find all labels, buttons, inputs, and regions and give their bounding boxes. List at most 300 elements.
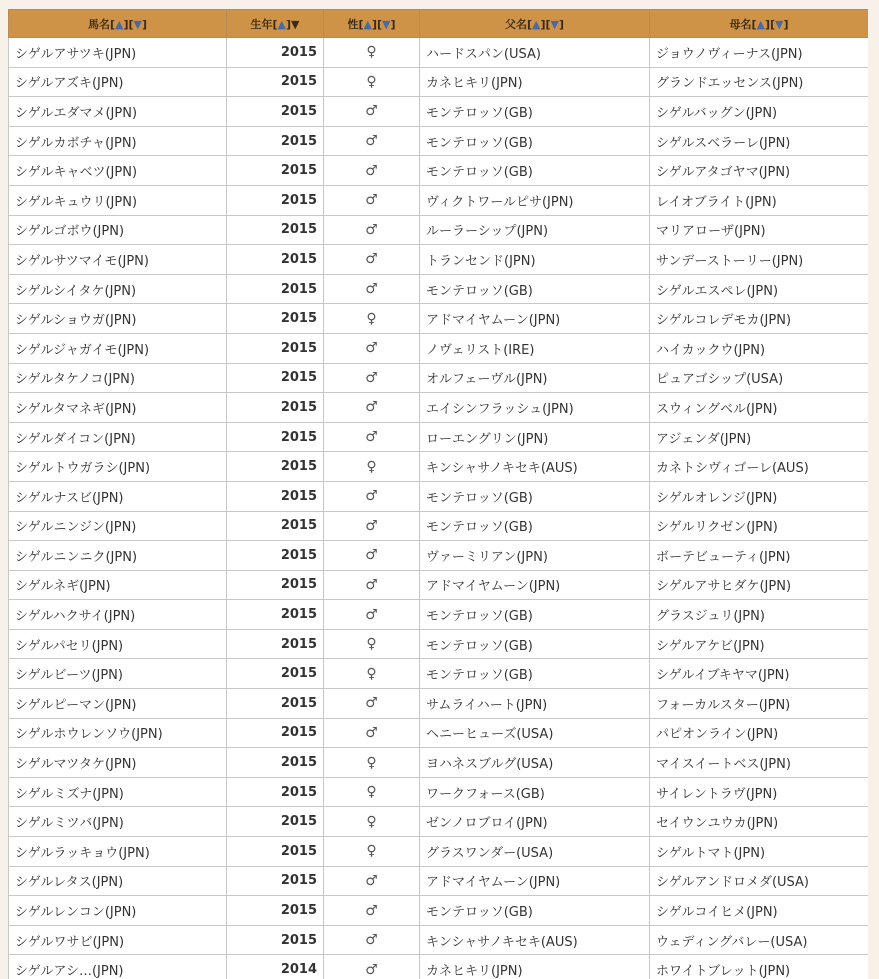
sire-name-cell [420, 837, 650, 867]
sire-name-link[interactable]: モンテロッソ(GB) [426, 490, 533, 506]
horse-name-link[interactable]: シゲルアシ…(JPN) [15, 964, 124, 979]
dam-name-link[interactable]: シゲルリクゼン(JPN) [656, 520, 778, 536]
horse-name-cell [9, 629, 227, 659]
table-row [9, 541, 869, 571]
horse-name-link[interactable]: シゲルカボチャ(JPN) [15, 135, 137, 151]
dam-name-link[interactable]: グラスジュリ(JPN) [656, 609, 765, 625]
sex-symbol-cell: ♂ [324, 866, 420, 896]
horse-name-cell [9, 896, 227, 926]
table-row [9, 481, 869, 511]
table-row [9, 659, 869, 689]
sire-name-cell [420, 393, 650, 423]
sex-symbol-cell: ♀ [324, 807, 420, 837]
sire-name-link[interactable]: ヘニーヒューズ(USA) [426, 727, 554, 743]
sex-symbol-cell: ♂ [324, 718, 420, 748]
table-row [9, 422, 869, 452]
sex-symbol-cell: ♂ [324, 570, 420, 600]
horse-name-link[interactable]: シゲルレタス(JPN) [15, 875, 124, 891]
horse-name-cell [9, 304, 227, 334]
table-row [9, 304, 869, 334]
table-row [9, 925, 869, 955]
dam-name-link[interactable]: サンデーストーリー(JPN) [656, 253, 804, 269]
sire-name-cell [420, 629, 650, 659]
dam-name-cell [650, 245, 869, 275]
horse-name-link[interactable]: シゲルタケノコ(JPN) [15, 372, 135, 388]
dam-name-cell [650, 97, 869, 127]
birth-year-cell: 2015 [227, 274, 324, 304]
sex-symbol-cell: ♀ [324, 748, 420, 778]
horse-name-link[interactable]: シゲルサツマイモ(JPN) [15, 253, 149, 269]
horse-name-link[interactable]: シゲルミズナ(JPN) [15, 786, 124, 802]
dam-name-cell [650, 837, 869, 867]
birth-year-cell: 2015 [227, 925, 324, 955]
horse-name-link[interactable]: シゲルエダマメ(JPN) [15, 105, 138, 121]
sex-symbol-cell: ♀ [324, 67, 420, 97]
table-row [9, 570, 869, 600]
horse-name-link[interactable]: シゲルタマネギ(JPN) [15, 401, 137, 417]
horse-name-cell [9, 245, 227, 275]
sex-symbol-cell: ♂ [324, 215, 420, 245]
sire-name-link[interactable]: トランセンド(JPN) [426, 253, 536, 269]
table-header-row [9, 10, 869, 38]
sire-name-link[interactable]: エイシンフラッシュ(JPN) [426, 401, 574, 417]
dam-name-cell [650, 422, 869, 452]
sex-symbol-cell: ♂ [324, 393, 420, 423]
dam-name-cell [650, 570, 869, 600]
dam-name-link[interactable]: スウィングベル(JPN) [656, 401, 778, 417]
dam-name-link[interactable]: マリアローザ(JPN) [656, 224, 766, 240]
dam-name-cell [650, 777, 869, 807]
dam-name-link[interactable]: シゲルアサヒダケ(JPN) [656, 579, 792, 595]
sire-name-cell [420, 481, 650, 511]
birth-year-cell: 2015 [227, 452, 324, 482]
sire-name-cell [420, 185, 650, 215]
sire-name-cell [420, 156, 650, 186]
dam-name-link[interactable]: サイレントラヴ(JPN) [656, 786, 778, 802]
birth-year-cell: 2015 [227, 600, 324, 630]
horse-name-link[interactable]: シゲルゴボウ(JPN) [15, 224, 125, 240]
sire-name-link[interactable]: ヴィクトワールピサ(JPN) [426, 194, 574, 210]
birth-year-cell: 2015 [227, 422, 324, 452]
dam-name-cell [650, 511, 869, 541]
sire-name-cell [420, 925, 650, 955]
sire-name-cell [420, 896, 650, 926]
table-row [9, 452, 869, 482]
dam-name-cell [650, 541, 869, 571]
table-row [9, 156, 869, 186]
sire-name-link[interactable]: ヴァーミリアン(JPN) [426, 549, 548, 565]
birth-year-cell: 2015 [227, 185, 324, 215]
sire-name-link[interactable]: アドマイヤムーン(JPN) [426, 875, 561, 891]
sire-name-cell [420, 807, 650, 837]
horse-name-link[interactable]: シゲルジャガイモ(JPN) [15, 342, 150, 358]
header-sex-label: 性 [347, 17, 359, 31]
birth-year-cell: 2015 [227, 689, 324, 719]
sire-name-cell [420, 67, 650, 97]
dam-name-link[interactable]: ホワイトブレット(JPN) [656, 964, 791, 979]
horse-name-link[interactable]: シゲルピーマン(JPN) [15, 697, 137, 713]
dam-name-link[interactable]: ピュアゴシップ(USA) [656, 372, 784, 388]
horse-name-link[interactable]: シゲルナスビ(JPN) [15, 490, 124, 506]
sire-name-link[interactable]: モンテロッソ(GB) [426, 165, 533, 181]
dam-name-link[interactable]: シゲルエスペレ(JPN) [656, 283, 779, 299]
horse-name-cell [9, 156, 227, 186]
sire-name-cell [420, 215, 650, 245]
table-row [9, 126, 869, 156]
birth-year-cell: 2015 [227, 363, 324, 393]
horse-name-link[interactable]: シゲルハクサイ(JPN) [15, 609, 136, 625]
horse-name-link[interactable]: シゲルパセリ(JPN) [15, 638, 124, 654]
horse-name-cell [9, 333, 227, 363]
sire-name-cell [420, 659, 650, 689]
sire-name-cell [420, 245, 650, 275]
horse-name-cell [9, 185, 227, 215]
horse-name-link[interactable]: シゲルネギ(JPN) [15, 579, 111, 595]
sire-name-link[interactable]: モンテロッソ(GB) [426, 283, 533, 299]
sex-symbol-cell: ♀ [324, 629, 420, 659]
horse-name-link[interactable]: シゲルレンコン(JPN) [15, 905, 137, 921]
header-name-label: 馬名 [87, 17, 110, 31]
sort-sire-desc-link[interactable]: ▼ [550, 17, 559, 31]
horse-name-link[interactable]: シゲルワサビ(JPN) [15, 934, 125, 950]
horse-name-link[interactable]: シゲルニンニク(JPN) [15, 549, 138, 565]
dam-name-link[interactable]: ジョウノヴィーナス(JPN) [656, 46, 803, 62]
horse-name-cell [9, 393, 227, 423]
table-row [9, 185, 869, 215]
horse-name-cell [9, 866, 227, 896]
horse-name-link[interactable]: シゲルニンジン(JPN) [15, 520, 137, 536]
dam-name-link[interactable]: アジェンダ(JPN) [656, 431, 752, 447]
sire-name-cell [420, 866, 650, 896]
horse-name-link[interactable]: シゲルキャベツ(JPN) [15, 165, 138, 181]
dam-name-cell [650, 452, 869, 482]
dam-name-link[interactable]: シゲルアタゴヤマ(JPN) [656, 165, 791, 181]
dam-name-link[interactable]: シゲルコレデモカ(JPN) [656, 313, 792, 329]
birth-year-cell: 2015 [227, 748, 324, 778]
sex-symbol-cell: ♂ [324, 97, 420, 127]
header-dam-label: 母名 [729, 17, 752, 31]
dam-name-link[interactable]: レイオブライト(JPN) [656, 194, 777, 210]
sire-name-cell [420, 955, 650, 979]
birth-year-cell: 2015 [227, 511, 324, 541]
sire-name-link[interactable]: モンテロッソ(GB) [426, 520, 533, 536]
horse-name-cell [9, 215, 227, 245]
table-row [9, 67, 869, 97]
table-row [9, 629, 869, 659]
dam-name-cell [650, 67, 869, 97]
header-sire: 父名[▲][▼] [420, 10, 650, 38]
sex-symbol-cell: ♀ [324, 777, 420, 807]
horse-name-link[interactable]: シゲルラッキョウ(JPN) [15, 845, 150, 861]
table-row [9, 393, 869, 423]
birth-year-cell: 2015 [227, 541, 324, 571]
dam-name-link[interactable]: フォーカルスター(JPN) [656, 697, 791, 713]
dam-name-link[interactable]: シゲルトマト(JPN) [656, 845, 766, 861]
birth-year-cell: 2015 [227, 777, 324, 807]
sex-symbol-cell: ♂ [324, 333, 420, 363]
sire-name-link[interactable]: モンテロッソ(GB) [426, 638, 533, 654]
sire-name-link[interactable]: ハードスパン(USA) [426, 46, 541, 62]
sex-symbol-cell: ♂ [324, 600, 420, 630]
sort-sex-desc-link[interactable]: ▼ [382, 17, 391, 31]
sort-year-asc-link[interactable]: ▲ [277, 17, 286, 31]
sort-name-desc-link[interactable]: ▼ [133, 17, 142, 31]
sex-symbol-cell: ♂ [324, 925, 420, 955]
birth-year-cell: 2015 [227, 215, 324, 245]
sire-name-link[interactable]: ワークフォース(GB) [426, 786, 545, 802]
horse-name-link[interactable]: シゲルビーツ(JPN) [15, 668, 123, 684]
dam-name-cell [650, 185, 869, 215]
birth-year-cell: 2015 [227, 570, 324, 600]
dam-name-link[interactable]: シゲルアンドロメダ(USA) [656, 875, 810, 891]
dam-name-link[interactable]: ハイカックウ(JPN) [656, 342, 766, 358]
horse-name-cell [9, 748, 227, 778]
sire-name-link[interactable]: カネヒキリ(JPN) [426, 964, 523, 979]
dam-name-cell [650, 38, 869, 68]
dam-name-link[interactable]: シゲルイブキヤマ(JPN) [656, 668, 790, 684]
dam-name-link[interactable]: シゲルコイヒメ(JPN) [656, 905, 778, 921]
sire-name-cell [420, 689, 650, 719]
horse-name-cell [9, 807, 227, 837]
header-year-label: 生年 [250, 17, 273, 31]
dam-name-cell [650, 866, 869, 896]
sex-symbol-cell: ♂ [324, 274, 420, 304]
horse-name-cell [9, 689, 227, 719]
sire-name-link[interactable]: ノヴェリスト(IRE) [426, 342, 535, 358]
horse-name-cell [9, 452, 227, 482]
table-row [9, 333, 869, 363]
birth-year-cell: 2015 [227, 333, 324, 363]
header-dam: 母名[▲][▼] [650, 10, 869, 38]
horse-table-container [8, 9, 868, 979]
table-row [9, 245, 869, 275]
birth-year-cell: 2015 [227, 126, 324, 156]
dam-name-cell [650, 629, 869, 659]
sire-name-link[interactable]: アドマイヤムーン(JPN) [426, 579, 561, 595]
sex-symbol-cell: ♀ [324, 304, 420, 334]
table-row [9, 97, 869, 127]
sort-name-asc-link[interactable]: ▲ [115, 17, 124, 31]
sex-symbol-cell: ♂ [324, 481, 420, 511]
sire-name-cell [420, 570, 650, 600]
sort-dam-asc-link[interactable]: ▲ [756, 17, 765, 31]
horse-name-link[interactable]: シゲルアズキ(JPN) [15, 76, 124, 92]
dam-name-link[interactable]: セイウンユウカ(JPN) [656, 816, 779, 832]
table-row [9, 511, 869, 541]
dam-name-cell [650, 333, 869, 363]
birth-year-cell: 2015 [227, 837, 324, 867]
sort-sex-asc-link[interactable]: ▲ [363, 17, 372, 31]
sex-symbol-cell: ♂ [324, 126, 420, 156]
sort-year-desc-indicator: ▼ [291, 17, 300, 31]
sire-name-cell [420, 452, 650, 482]
birth-year-cell: 2015 [227, 896, 324, 926]
sire-name-link[interactable]: モンテロッソ(GB) [426, 135, 533, 151]
table-row [9, 38, 869, 68]
horse-name-cell [9, 481, 227, 511]
sire-name-link[interactable]: カネヒキリ(JPN) [426, 76, 523, 92]
table-row [9, 274, 869, 304]
horse-name-link[interactable]: シゲルショウガ(JPN) [15, 313, 137, 329]
table-row [9, 748, 869, 778]
birth-year-cell: 2015 [227, 245, 324, 275]
horse-name-link[interactable]: シゲルキュウリ(JPN) [15, 194, 138, 210]
table-row [9, 215, 869, 245]
horse-name-cell [9, 718, 227, 748]
dam-name-link[interactable]: シゲルアケビ(JPN) [656, 638, 765, 654]
birth-year-cell: 2015 [227, 304, 324, 334]
horse-name-link[interactable]: シゲルシイタケ(JPN) [15, 283, 137, 299]
table-row [9, 777, 869, 807]
dam-name-cell [650, 363, 869, 393]
sex-symbol-cell: ♂ [324, 511, 420, 541]
dam-name-link[interactable]: マイスイートベス(JPN) [656, 757, 791, 773]
dam-name-cell [650, 896, 869, 926]
birth-year-cell: 2015 [227, 629, 324, 659]
header-sire-label: 父名 [504, 17, 527, 31]
sire-name-cell [420, 748, 650, 778]
sire-name-link[interactable]: アドマイヤムーン(JPN) [426, 313, 561, 329]
sire-name-cell [420, 304, 650, 334]
sire-name-link[interactable]: サムライハート(JPN) [426, 697, 548, 713]
horse-name-link[interactable]: シゲルミツバ(JPN) [15, 816, 124, 832]
sire-name-link[interactable]: ゼンノロブロイ(JPN) [426, 816, 548, 832]
horse-name-link[interactable]: シゲルマツタケ(JPN) [15, 757, 137, 773]
sex-symbol-cell: ♂ [324, 541, 420, 571]
horse-name-cell [9, 570, 227, 600]
sire-name-link[interactable]: グラスワンダー(USA) [426, 845, 554, 861]
dam-name-cell [650, 689, 869, 719]
birth-year-cell: 2015 [227, 38, 324, 68]
horse-name-cell [9, 777, 227, 807]
dam-name-cell [650, 304, 869, 334]
sire-name-cell [420, 777, 650, 807]
sort-dam-desc-link[interactable]: ▼ [775, 17, 784, 31]
sex-symbol-cell: ♂ [324, 363, 420, 393]
sex-symbol-cell: ♂ [324, 245, 420, 275]
sex-symbol-cell: ♂ [324, 689, 420, 719]
table-row [9, 896, 869, 926]
table-row [9, 955, 869, 979]
horse-name-cell [9, 274, 227, 304]
sire-name-link[interactable]: ローエングリン(JPN) [426, 431, 549, 447]
sire-name-link[interactable]: ルーラーシップ(JPN) [426, 224, 549, 240]
birth-year-cell: 2015 [227, 97, 324, 127]
sire-name-link[interactable]: ヨハネスブルグ(USA) [426, 757, 554, 773]
dam-name-link[interactable]: シゲルスベラーレ(JPN) [656, 135, 791, 151]
table-row [9, 837, 869, 867]
sire-name-cell [420, 363, 650, 393]
horse-name-cell [9, 97, 227, 127]
dam-name-link[interactable]: ウェディングバレー(USA) [656, 934, 808, 950]
table-row [9, 600, 869, 630]
sex-symbol-cell: ♂ [324, 185, 420, 215]
sire-name-cell [420, 541, 650, 571]
birth-year-cell: 2015 [227, 659, 324, 689]
sire-name-cell [420, 511, 650, 541]
horse-name-cell [9, 925, 227, 955]
dam-name-cell [650, 215, 869, 245]
table-row [9, 718, 869, 748]
dam-name-cell [650, 600, 869, 630]
dam-name-cell [650, 748, 869, 778]
sire-name-cell [420, 97, 650, 127]
header-year: 生年[▲]▼ [227, 10, 324, 38]
dam-name-link[interactable]: シゲルバッグン(JPN) [656, 105, 778, 121]
horse-name-cell [9, 541, 227, 571]
horse-name-cell [9, 659, 227, 689]
horse-name-cell [9, 126, 227, 156]
horse-name-cell [9, 422, 227, 452]
horse-name-cell [9, 837, 227, 867]
sex-symbol-cell: ♀ [324, 837, 420, 867]
horse-name-link[interactable]: シゲルダイコン(JPN) [15, 431, 136, 447]
sire-name-link[interactable]: オルフェーヴル(JPN) [426, 372, 548, 388]
sex-symbol-cell: ♀ [324, 452, 420, 482]
table-row [9, 363, 869, 393]
horse-name-link[interactable]: シゲルトウガラシ(JPN) [15, 461, 151, 477]
dam-name-cell [650, 274, 869, 304]
birth-year-cell: 2014 [227, 955, 324, 979]
sire-name-cell [420, 422, 650, 452]
dam-name-link[interactable]: カネトシヴィゴーレ(AUS) [656, 461, 809, 477]
sire-name-cell [420, 333, 650, 363]
dam-name-link[interactable]: グランドエッセンス(JPN) [656, 76, 804, 92]
birth-year-cell: 2015 [227, 481, 324, 511]
table-row [9, 866, 869, 896]
dam-name-link[interactable]: シゲルオレンジ(JPN) [656, 490, 778, 506]
sire-name-link[interactable]: モンテロッソ(GB) [426, 668, 533, 684]
horse-name-cell [9, 38, 227, 68]
table-row [9, 689, 869, 719]
sex-symbol-cell: ♂ [324, 955, 420, 979]
horse-name-cell [9, 511, 227, 541]
birth-year-cell: 2015 [227, 156, 324, 186]
sire-name-cell [420, 126, 650, 156]
sire-name-link[interactable]: キンシャサノキセキ(AUS) [426, 934, 578, 950]
birth-year-cell: 2015 [227, 866, 324, 896]
dam-name-cell [650, 481, 869, 511]
dam-name-cell [650, 393, 869, 423]
horse-name-cell [9, 363, 227, 393]
birth-year-cell: 2015 [227, 67, 324, 97]
birth-year-cell: 2015 [227, 393, 324, 423]
sire-name-link[interactable]: モンテロッソ(GB) [426, 609, 533, 625]
sex-symbol-cell: ♂ [324, 156, 420, 186]
horse-name-link[interactable]: シゲルホウレンソウ(JPN) [15, 727, 163, 743]
sire-name-cell [420, 38, 650, 68]
dam-name-cell [650, 807, 869, 837]
horse-name-link[interactable]: シゲルアサツキ(JPN) [15, 46, 137, 62]
sire-name-cell [420, 274, 650, 304]
sire-name-link[interactable]: モンテロッソ(GB) [426, 905, 533, 921]
header-sex: 性[▲][▼] [324, 10, 420, 38]
dam-name-cell [650, 126, 869, 156]
birth-year-cell: 2015 [227, 718, 324, 748]
sire-name-link[interactable]: キンシャサノキセキ(AUS) [426, 461, 578, 477]
horse-name-cell [9, 955, 227, 979]
dam-name-cell [650, 156, 869, 186]
dam-name-link[interactable]: ボーテビューティ(JPN) [656, 549, 791, 565]
birth-year-cell: 2015 [227, 807, 324, 837]
sex-symbol-cell: ♀ [324, 659, 420, 689]
horse-table [8, 9, 868, 979]
sex-symbol-cell: ♂ [324, 896, 420, 926]
header-name: 馬名[▲][▼] [9, 10, 227, 38]
sire-name-link[interactable]: モンテロッソ(GB) [426, 105, 533, 121]
dam-name-link[interactable]: パピオンライン(JPN) [656, 727, 779, 743]
sort-sire-asc-link[interactable]: ▲ [532, 17, 541, 31]
